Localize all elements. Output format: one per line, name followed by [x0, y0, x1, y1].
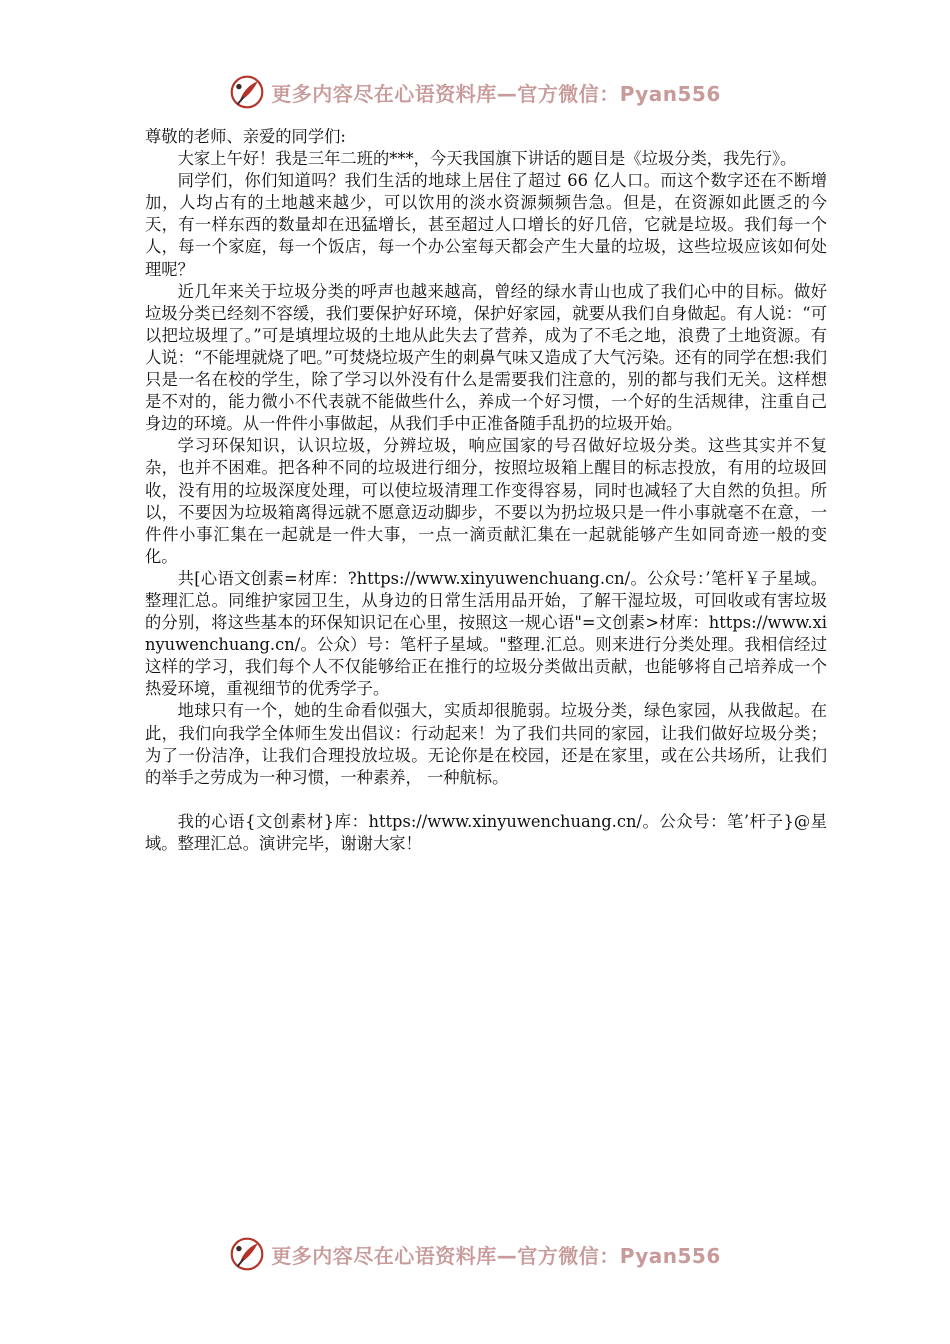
feather-pen-logo-icon [229, 1236, 265, 1272]
paragraph-knowledge: 学习环保知识，认识垃圾，分辨垃圾，响应国家的号召做好垃圾分类。这些其实并不复杂，也并不困难。把各种不同的垃圾进行细分，按照垃圾箱上醒目的标志投放，有用的垃圾回收，没有用的垃圾深度处理，可以使垃圾清理工作变得容易，同时也减轻了大自然的负担。所以，不要因为垃圾箱离得远就不愿意迈动脚步，不要以为扔垃圾只是一件小事就毫不在意，一件件小事汇集在一起就是一件大事，一点一滴贡献汇集在一起就能够产生如同奇迹一般的变化。 [145, 436, 827, 566]
header-banner [0, 70, 950, 114]
document-body [145, 126, 827, 855]
header-banner-text: 更多内容尽在心语资料库—官方微信：Pyan556 [271, 81, 721, 106]
paragraph-population: 同学们，你们知道吗？我们生活的地球上居住了超过 66 亿人口。而这个数字还在不断增加，人均占有的土地越来越少，可以饮用的淡水资源频频告急。但是，在资源如此匮乏的今天，有一样东西的数量却在迅猛增长，甚至超过人口增长的好几倍，它就是垃圾。我们每一个人，每一个家庭，每一个饭店，每一个办公室每天都会产生大量的垃圾，这些垃圾应该如何处理呢？ [145, 171, 827, 279]
paragraph-recent-years: 近几年来关于垃圾分类的呼声也越来越高，曾经的绿水青山也成了我们心中的目标。做好垃圾分类已经刻不容缓，我们要保护好环境，保护好家园，就要从我们自身做起。有人说：“可以把垃圾埋了。”可是填埋垃圾的土地从此失去了营养，成为了不毛之地，浪费了土地资源。有人说：“不能埋就烧了吧。”可焚烧垃圾产生的刺鼻气味又造成了大气污染。还有的同学在想:我们只是一名在校的学生，除了学习以外没有什么是需要我们注意的，别的都与我们无关。这样想是不对的，能力微小不代表就不能做些什么，养成一个好习惯，一个好的生活规律，注重自己身边的环境。从一件件小事做起，从我们手中正准备随手乱扔的垃圾开始。 [145, 281, 827, 434]
footer-banner-text: 更多内容尽在心语资料库—官方微信：Pyan556 [271, 1243, 721, 1268]
feather-pen-logo-icon [229, 74, 265, 110]
paragraph-maintain-home: 共[心语文创素=材库：?https://www.xinyuwenchuang.cn/。公众号：’笔杆￥子星域。整理汇总。同维护家园卫生，从身边的日常生活用品开始，了解干湿垃圾，可回收或有害垃圾的分别，将这些基本的环保知识记在心里，按照这一规心语"=文创素>材库：https://www.xinyuwenchuang.cn/。公众）号：笔杆子星域。"整理.汇总。则来进行分类处理。我相信经过这样的学习，我们每个人不仅能够给正在推行的垃圾分类做出贡献，也能够将自己培养成一个热爱环境，重视细节的优秀学子。 [145, 568, 827, 699]
paragraph-greeting: 大家上午好！我是三年二班的***，今天我国旗下讲话的题目是《垃圾分类，我先行》。 [177, 149, 797, 169]
salutation: 尊敬的老师、亲爱的同学们: [145, 127, 346, 146]
footer-banner [0, 1232, 950, 1276]
paragraph-earth: 地球只有一个，她的生命看似强大，实质却很脆弱。垃圾分类，绿色家园，从我做起。在此，我们向我学全体师生发出倡议：行动起来！为了我们共同的家园，让我们做好垃圾分类；为了一份洁净，让我们合理投放垃圾。无论你是在校园，还是在家里，或在公共场所，让我们的举手之劳成为一种习惯，一种素养， 一种航标。 [145, 701, 827, 787]
paragraph-closing: 我的心语{文创素材}库：https://www.xinyuwenchuang.cn/。公众号：笔’杆子}@星域。整理汇总。演讲完毕，谢谢大家！ [145, 811, 827, 853]
